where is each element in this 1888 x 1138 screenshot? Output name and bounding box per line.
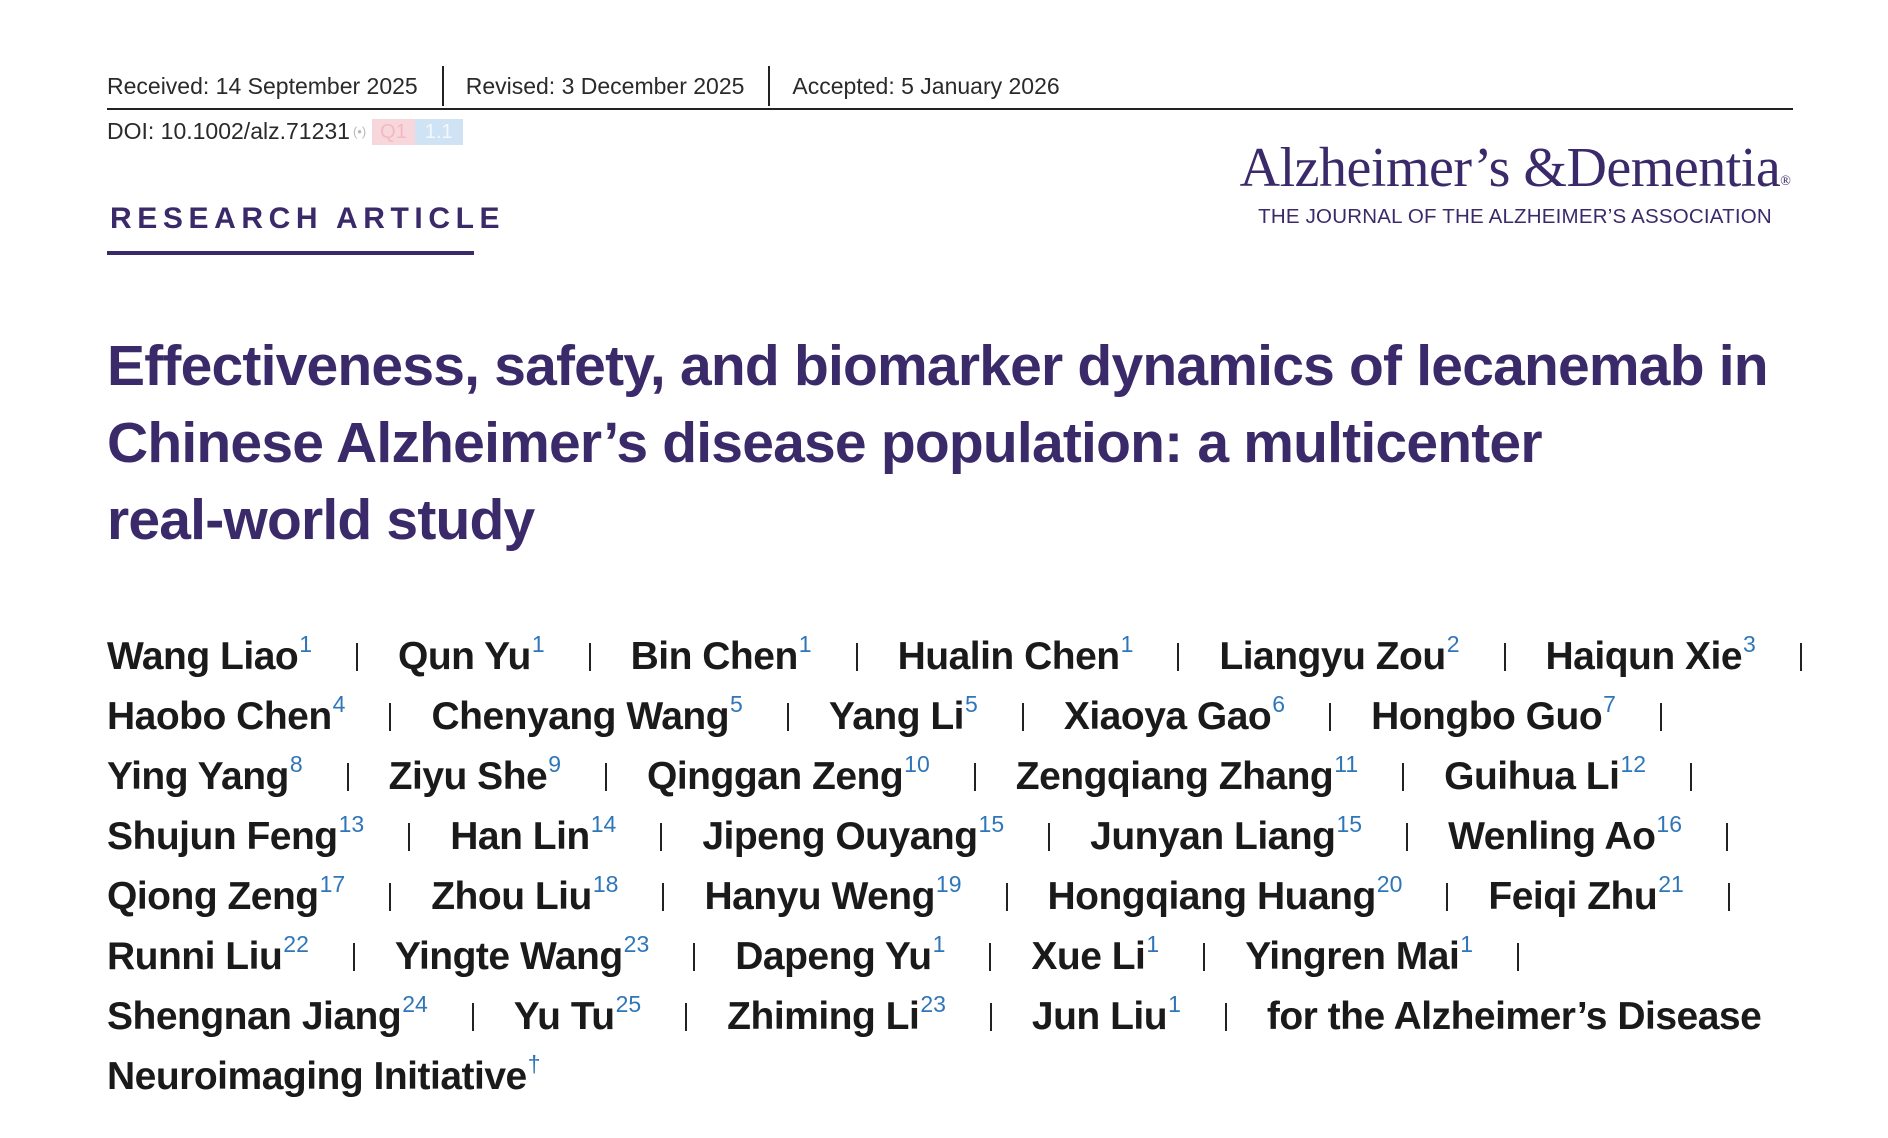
journal-name: Alzheimer’s &Dementia®: [1239, 137, 1791, 199]
author-name[interactable]: Xiaoya Gao: [1063, 695, 1272, 738]
author-name[interactable]: Zhiming Li: [727, 995, 920, 1038]
author-separator: [1690, 763, 1692, 791]
author-name[interactable]: Ziyu She: [388, 755, 548, 798]
author-name[interactable]: Ying Yang: [107, 755, 289, 798]
author-name[interactable]: Wang Liao: [107, 635, 299, 678]
journal-logo: [1230, 136, 1800, 230]
author-line: [107, 627, 1827, 687]
author-name[interactable]: Zengqiang Zhang: [1015, 755, 1334, 798]
affiliation-marker[interactable]: 18: [592, 871, 619, 897]
author-line: [107, 927, 1827, 987]
author-name[interactable]: Runni Liu: [107, 935, 283, 978]
author-name[interactable]: Haobo Chen: [107, 695, 332, 738]
impact-factor-badge: 1.1: [415, 119, 463, 145]
date-divider: [442, 66, 444, 106]
author-line: [107, 747, 1827, 807]
affiliation-marker[interactable]: 1: [798, 631, 812, 657]
author-separator: [1726, 823, 1728, 851]
affiliation-marker[interactable]: 23: [920, 991, 946, 1017]
received-date: Received: 14 September 2025: [107, 73, 418, 99]
author-name[interactable]: Qiong Zeng: [107, 875, 319, 918]
revised-date: Revised: 3 December 2025: [465, 73, 745, 99]
affiliation-marker[interactable]: 1: [1460, 931, 1474, 957]
author-name[interactable]: Haiqun Xie: [1545, 635, 1743, 678]
author-name[interactable]: Yu Tu: [513, 995, 615, 1038]
author-separator: [1177, 643, 1179, 671]
author-separator: [472, 1003, 474, 1031]
quartile-badge: Q1: [372, 119, 415, 145]
author-line: [107, 1047, 1827, 1107]
affiliation-marker[interactable]: 15: [1336, 811, 1363, 837]
affiliation-marker[interactable]: 23: [623, 931, 650, 957]
audio-icon[interactable]: (•): [352, 124, 367, 139]
affiliation-marker[interactable]: 1: [932, 931, 946, 957]
journal-subtitle: THE JOURNAL OF THE ALZHEIMER’S ASSOCIATION: [1258, 205, 1772, 228]
affiliation-marker[interactable]: 6: [1272, 691, 1286, 717]
author-separator: [693, 943, 695, 971]
author-list: [107, 627, 1827, 1107]
author-separator: [787, 703, 789, 731]
affiliation-marker[interactable]: 1: [299, 631, 313, 657]
affiliation-marker[interactable]: 5: [730, 691, 743, 717]
affiliation-marker[interactable]: 8: [289, 751, 303, 777]
registered-mark: ®: [1780, 174, 1791, 189]
affiliation-marker[interactable]: †: [527, 1051, 541, 1077]
author-separator: [1022, 703, 1024, 731]
author-separator: [1504, 643, 1506, 671]
author-separator: [589, 643, 591, 671]
author-separator: [389, 883, 391, 911]
author-separator: [1406, 823, 1408, 851]
author-line: [107, 807, 1827, 867]
author-name[interactable]: Zhou Liu: [431, 875, 592, 918]
affiliation-marker[interactable]: 1: [531, 631, 545, 657]
author-name[interactable]: Neuroimaging Initiative: [107, 1055, 527, 1098]
author-name[interactable]: Dapeng Yu: [735, 935, 932, 978]
affiliation-marker[interactable]: 20: [1376, 871, 1403, 897]
author-name[interactable]: Xue Li: [1031, 935, 1146, 978]
author-separator: [353, 943, 355, 971]
date-divider: [768, 66, 770, 106]
affiliation-marker[interactable]: 19: [935, 871, 962, 897]
affiliation-marker[interactable]: 1: [1146, 931, 1160, 957]
author-name[interactable]: Chenyang Wang: [431, 695, 730, 738]
dates-row: [107, 64, 1793, 110]
author-name[interactable]: Shengnan Jiang: [107, 995, 402, 1038]
author-separator: [1203, 943, 1205, 971]
author-separator: [1800, 643, 1802, 671]
affiliation-marker[interactable]: 11: [1334, 751, 1359, 777]
author-separator: [347, 763, 349, 791]
affiliation-marker[interactable]: 4: [332, 691, 346, 717]
author-separator: [1225, 1003, 1227, 1031]
author-separator: [1660, 703, 1662, 731]
affiliation-marker[interactable]: 24: [402, 991, 428, 1017]
doi-link[interactable]: DOI: 10.1002/alz.71231: [107, 118, 350, 144]
author-separator: [856, 643, 858, 671]
author-separator: [685, 1003, 687, 1031]
author-line: [107, 987, 1827, 1047]
affiliation-marker[interactable]: 7: [1603, 691, 1616, 717]
title-line: real-world study: [107, 488, 535, 552]
author-name[interactable]: for the Alzheimer’s Disease: [1266, 995, 1762, 1038]
accepted-date: Accepted: 5 January 2026: [792, 73, 1060, 99]
article-title: [107, 328, 1807, 559]
author-name[interactable]: Feiqi Zhu: [1488, 875, 1658, 918]
author-name[interactable]: Hualin Chen: [897, 635, 1120, 678]
affiliation-marker[interactable]: 9: [548, 751, 562, 777]
author-name[interactable]: Junyan Liang: [1090, 815, 1336, 858]
affiliation-marker[interactable]: 5: [965, 691, 978, 717]
author-name[interactable]: Guihua Li: [1444, 755, 1620, 798]
author-line: [107, 867, 1827, 927]
author-name[interactable]: Yingren Mai: [1245, 935, 1460, 978]
author-name[interactable]: Hongqiang Huang: [1047, 875, 1376, 918]
affiliation-marker[interactable]: 12: [1620, 751, 1647, 777]
author-separator: [356, 643, 358, 671]
article-type-underline: [107, 251, 474, 255]
author-name[interactable]: Yingte Wang: [394, 935, 623, 978]
affiliation-marker[interactable]: 16: [1656, 811, 1682, 837]
author-line: [107, 687, 1827, 747]
author-name[interactable]: Yang Li: [828, 695, 965, 738]
author-name[interactable]: Wenling Ao: [1448, 815, 1656, 858]
author-name[interactable]: Qinggan Zeng: [647, 755, 904, 798]
affiliation-marker[interactable]: 2: [1446, 631, 1460, 657]
author-name[interactable]: Shujun Feng: [107, 815, 338, 858]
author-name[interactable]: Han Lin: [450, 815, 590, 858]
author-separator: [1402, 763, 1404, 791]
affiliation-marker[interactable]: 1: [1168, 991, 1181, 1017]
author-name[interactable]: Hanyu Weng: [704, 875, 935, 918]
author-separator: [974, 763, 976, 791]
affiliation-marker[interactable]: 22: [283, 931, 309, 957]
title-line: Chinese Alzheimer’s disease population: a multicenter: [107, 411, 1542, 475]
affiliation-marker[interactable]: 14: [590, 811, 617, 837]
author-name[interactable]: Qun Yu: [398, 635, 531, 678]
author-separator: [1329, 703, 1331, 731]
author-separator: [389, 703, 391, 731]
author-separator: [408, 823, 410, 851]
affiliation-marker[interactable]: 1: [1120, 631, 1134, 657]
author-name[interactable]: Liangyu Zou: [1219, 635, 1446, 678]
author-name[interactable]: Bin Chen: [630, 635, 798, 678]
author-separator: [1728, 883, 1730, 911]
author-separator: [990, 1003, 992, 1031]
author-separator: [1446, 883, 1448, 911]
affiliation-marker[interactable]: 21: [1658, 871, 1684, 897]
author-separator: [605, 763, 607, 791]
affiliation-marker[interactable]: 10: [904, 751, 930, 777]
affiliation-marker[interactable]: 13: [338, 811, 365, 837]
affiliation-marker[interactable]: 3: [1743, 631, 1756, 657]
author-separator: [660, 823, 662, 851]
author-name[interactable]: Jun Liu: [1031, 995, 1168, 1038]
author-separator: [989, 943, 991, 971]
affiliation-marker[interactable]: 25: [615, 991, 642, 1017]
doi-row: [107, 118, 463, 145]
author-name[interactable]: Hongbo Guo: [1371, 695, 1603, 738]
author-separator: [1517, 943, 1519, 971]
affiliation-marker[interactable]: 15: [978, 811, 1005, 837]
author-separator: [1006, 883, 1008, 911]
title-line: Effectiveness, safety, and biomarker dynamics of lecanemab in: [107, 334, 1768, 398]
author-separator: [1048, 823, 1050, 851]
affiliation-marker[interactable]: 17: [319, 871, 346, 897]
author-separator: [662, 883, 664, 911]
article-type-label: RESEARCH ARTICLE: [110, 202, 506, 235]
author-name[interactable]: Jipeng Ouyang: [702, 815, 978, 858]
